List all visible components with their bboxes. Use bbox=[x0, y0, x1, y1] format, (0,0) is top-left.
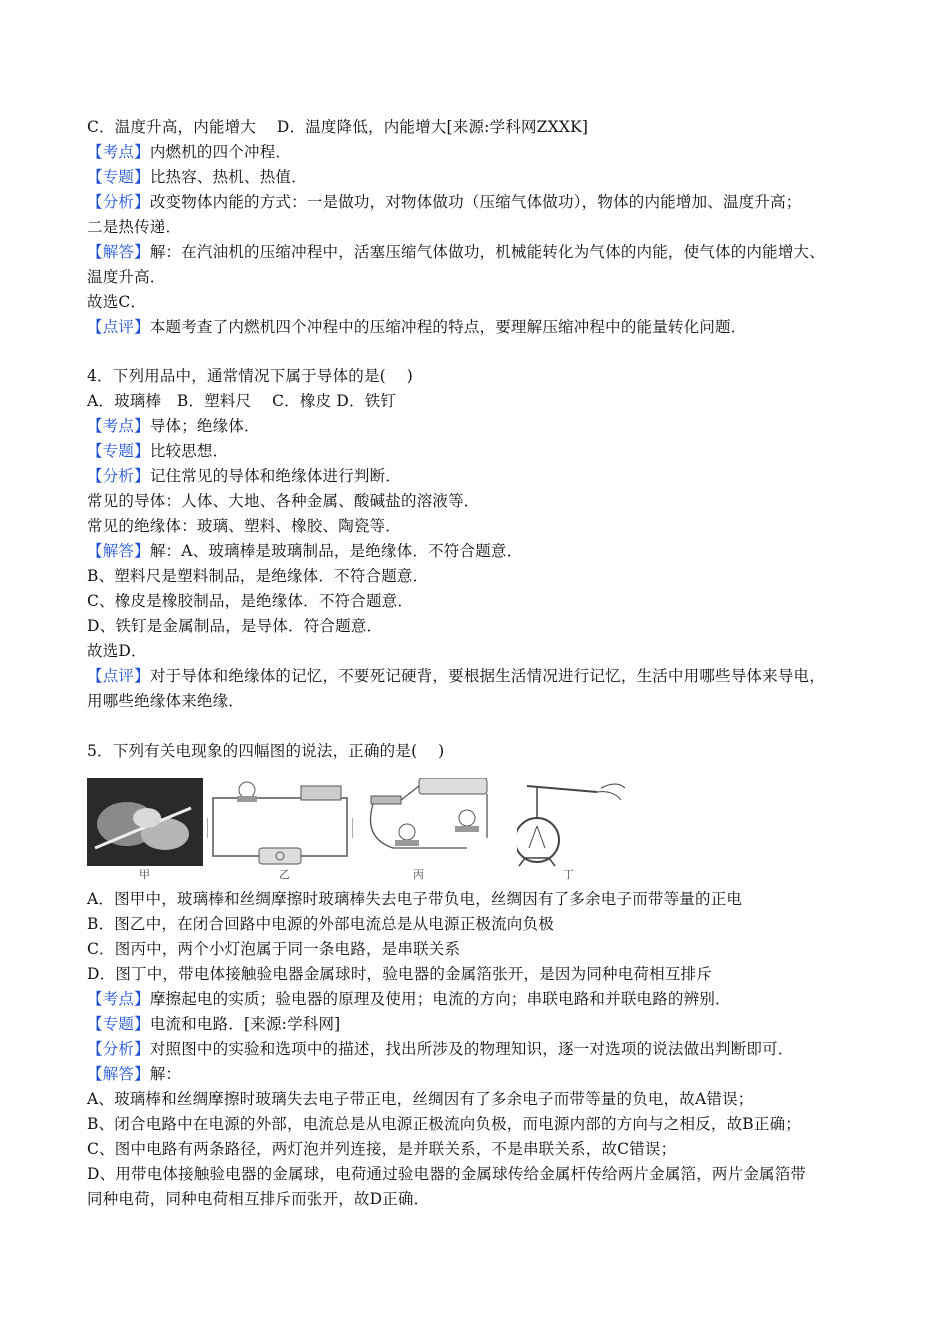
figure-label-bing: 丙 bbox=[413, 868, 424, 881]
fenxi-tag: 【分析】 bbox=[87, 193, 150, 211]
fenxi-text: 对照图中的实验和选项中的描述，找出所涉及的物理知识，逐一对选项的说法做出判断即可． bbox=[149, 1040, 794, 1058]
jieda-tag: 【解答】 bbox=[87, 542, 150, 560]
fenxi-tag: 【分析】 bbox=[87, 467, 150, 485]
jieda-tag: 【解答】 bbox=[87, 243, 150, 261]
q3-jieda bbox=[87, 242, 877, 262]
q5-jieda-d: D、用带电体接触验电器的金属球，电荷通过验电器的金属球传给金属杆传给两片金属箔，两片金属箔带 bbox=[87, 1165, 807, 1183]
q3-fenxi bbox=[87, 192, 877, 212]
figure-ding-electroscope bbox=[517, 778, 631, 870]
dianping-text: 对于导体和绝缘体的记忆，不要死记硬背，要根据生活情况进行记忆，生活中用哪些导体来导电， bbox=[149, 667, 825, 685]
q3-option-cd: C．温度升高，内能增大 D．温度降低，内能增大[来源:学科网ZXXK] bbox=[87, 118, 589, 136]
fenxi-text: 记住常见的导体和绝缘体进行判断． bbox=[149, 467, 402, 485]
zhuanti-tag: 【专题】 bbox=[87, 1015, 150, 1033]
q5-jieda-d2: 同种电荷，同种电荷相互排斥而张开，故D正确． bbox=[87, 1190, 430, 1208]
q5-option-a: A．图甲中，玻璃棒和丝绸摩擦时玻璃棒失去电子带负电，丝绸因有了多余电子而带等量的正电 bbox=[87, 890, 743, 908]
q5-zhuanti bbox=[87, 1014, 877, 1034]
jieda-text: 解： bbox=[149, 1065, 182, 1083]
q4-fenxi bbox=[87, 466, 877, 486]
kaodian-tag: 【考点】 bbox=[87, 417, 150, 435]
dianping-tag: 【点评】 bbox=[87, 667, 150, 685]
q3-fenxi-cont: 二是热传递． bbox=[87, 218, 182, 236]
dianping-tag: 【点评】 bbox=[87, 318, 150, 336]
q4-stem: 4．下列用品中，通常情况下属于导体的是( ) bbox=[87, 367, 413, 385]
zhuanti-tag: 【专题】 bbox=[87, 168, 150, 186]
q3-kaodian bbox=[87, 142, 877, 162]
kaodian-tag: 【考点】 bbox=[87, 990, 150, 1008]
q5-kaodian bbox=[87, 989, 877, 1009]
q5-stem: 5．下列有关电现象的四幅图的说法，正确的是( ) bbox=[87, 742, 445, 760]
zhuanti-text: 电流和电路．[来源:学科网] bbox=[149, 1015, 341, 1033]
zhuanti-text: 比较思想． bbox=[149, 442, 229, 460]
q4-kaodian bbox=[87, 416, 877, 436]
q3-jieda-cont: 温度升高． bbox=[87, 268, 166, 286]
q4-fenxi-l2: 常见的导体：人体、大地、各种金属、酸碱盐的溶液等． bbox=[87, 492, 480, 510]
zhuanti-text: 比热容、热机、热值． bbox=[149, 168, 307, 186]
dianping-text: 本题考查了内燃机四个冲程中的压缩冲程的特点，要理解压缩冲程中的能量转化问题． bbox=[149, 318, 747, 336]
q5-jieda-c: C、图中电路有两条路径，两灯泡并列连接，是并联关系，不是串联关系，故C错误； bbox=[87, 1140, 677, 1158]
q3-dianping bbox=[87, 317, 877, 337]
q3-zhuanti bbox=[87, 167, 877, 187]
q5-fenxi bbox=[87, 1039, 877, 1059]
kaodian-text: 导体；绝缘体． bbox=[149, 417, 260, 435]
figure-label-jia: 甲 bbox=[139, 868, 150, 881]
jieda-tag: 【解答】 bbox=[87, 1065, 150, 1083]
jieda-text: 解：A、玻璃棒是玻璃制品，是绝缘体．不符合题意． bbox=[149, 542, 523, 560]
kaodian-tag: 【考点】 bbox=[87, 143, 150, 161]
q4-dianping bbox=[87, 666, 877, 686]
figure-label-yi: 乙 bbox=[279, 868, 290, 881]
q5-option-b: B．图乙中，在闭合回路中电源的外部电流总是从电源正极流向负极 bbox=[87, 915, 554, 933]
kaodian-text: 内燃机的四个冲程． bbox=[149, 143, 292, 161]
figure-jia-photo bbox=[87, 778, 203, 866]
q5-jieda bbox=[87, 1064, 877, 1084]
q4-options: A．玻璃棒 B．塑料尺 C．橡皮 D．铁钉 bbox=[87, 392, 397, 410]
zhuanti-tag: 【专题】 bbox=[87, 442, 150, 460]
figure-bing-circuit bbox=[363, 778, 497, 868]
q4-jieda-d: D、铁钉是金属制品，是导体．符合题意． bbox=[87, 617, 383, 635]
figure-yi-circuit bbox=[207, 778, 353, 868]
fenxi-tag: 【分析】 bbox=[87, 1040, 150, 1058]
jieda-text: 解：在汽油机的压缩冲程中，活塞压缩气体做功，机械能转化为气体的内能，使气体的内能增大、 bbox=[149, 243, 825, 261]
q4-jieda-c: C、橡皮是橡胶制品，是绝缘体．不符合题意． bbox=[87, 592, 414, 610]
q5-option-d: D．图丁中，带电体接触验电器金属球时，验电器的金属箔张开，是因为同种电荷相互排斥 bbox=[87, 965, 712, 983]
q5-figures bbox=[87, 778, 647, 882]
q4-fenxi-l3: 常见的绝缘体：玻璃、塑料、橡胶、陶瓷等． bbox=[87, 517, 402, 535]
q4-answer: 故选D． bbox=[87, 642, 147, 660]
q4-zhuanti bbox=[87, 441, 877, 461]
fenxi-text: 改变物体内能的方式：一是做功，对物体做功（压缩气体做功），物体的内能增加、温度升高； bbox=[149, 193, 802, 211]
figure-label-ding: 丁 bbox=[563, 868, 574, 881]
q3-answer: 故选C． bbox=[87, 293, 147, 311]
q4-jieda bbox=[87, 541, 877, 561]
q5-jieda-a: A、玻璃棒和丝绸摩擦时玻璃失去电子带正电，丝绸因有了多余电子而带等量的负电，故A错误； bbox=[87, 1090, 754, 1108]
q5-option-c: C．图丙中，两个小灯泡属于同一条电路，是串联关系 bbox=[87, 940, 461, 958]
q4-dianping-cont: 用哪些绝缘体来绝缘． bbox=[87, 692, 245, 710]
kaodian-text: 摩擦起电的实质；验电器的原理及使用；电流的方向；串联电路和并联电路的辨别． bbox=[149, 990, 731, 1008]
q5-jieda-b: B、闭合电路中在电源的外部，电流总是从电源正极流向负极，而电源内部的方向与之相反，故B正确； bbox=[87, 1115, 801, 1133]
q4-jieda-b: B、塑料尺是塑料制品，是绝缘体．不符合题意． bbox=[87, 567, 429, 585]
